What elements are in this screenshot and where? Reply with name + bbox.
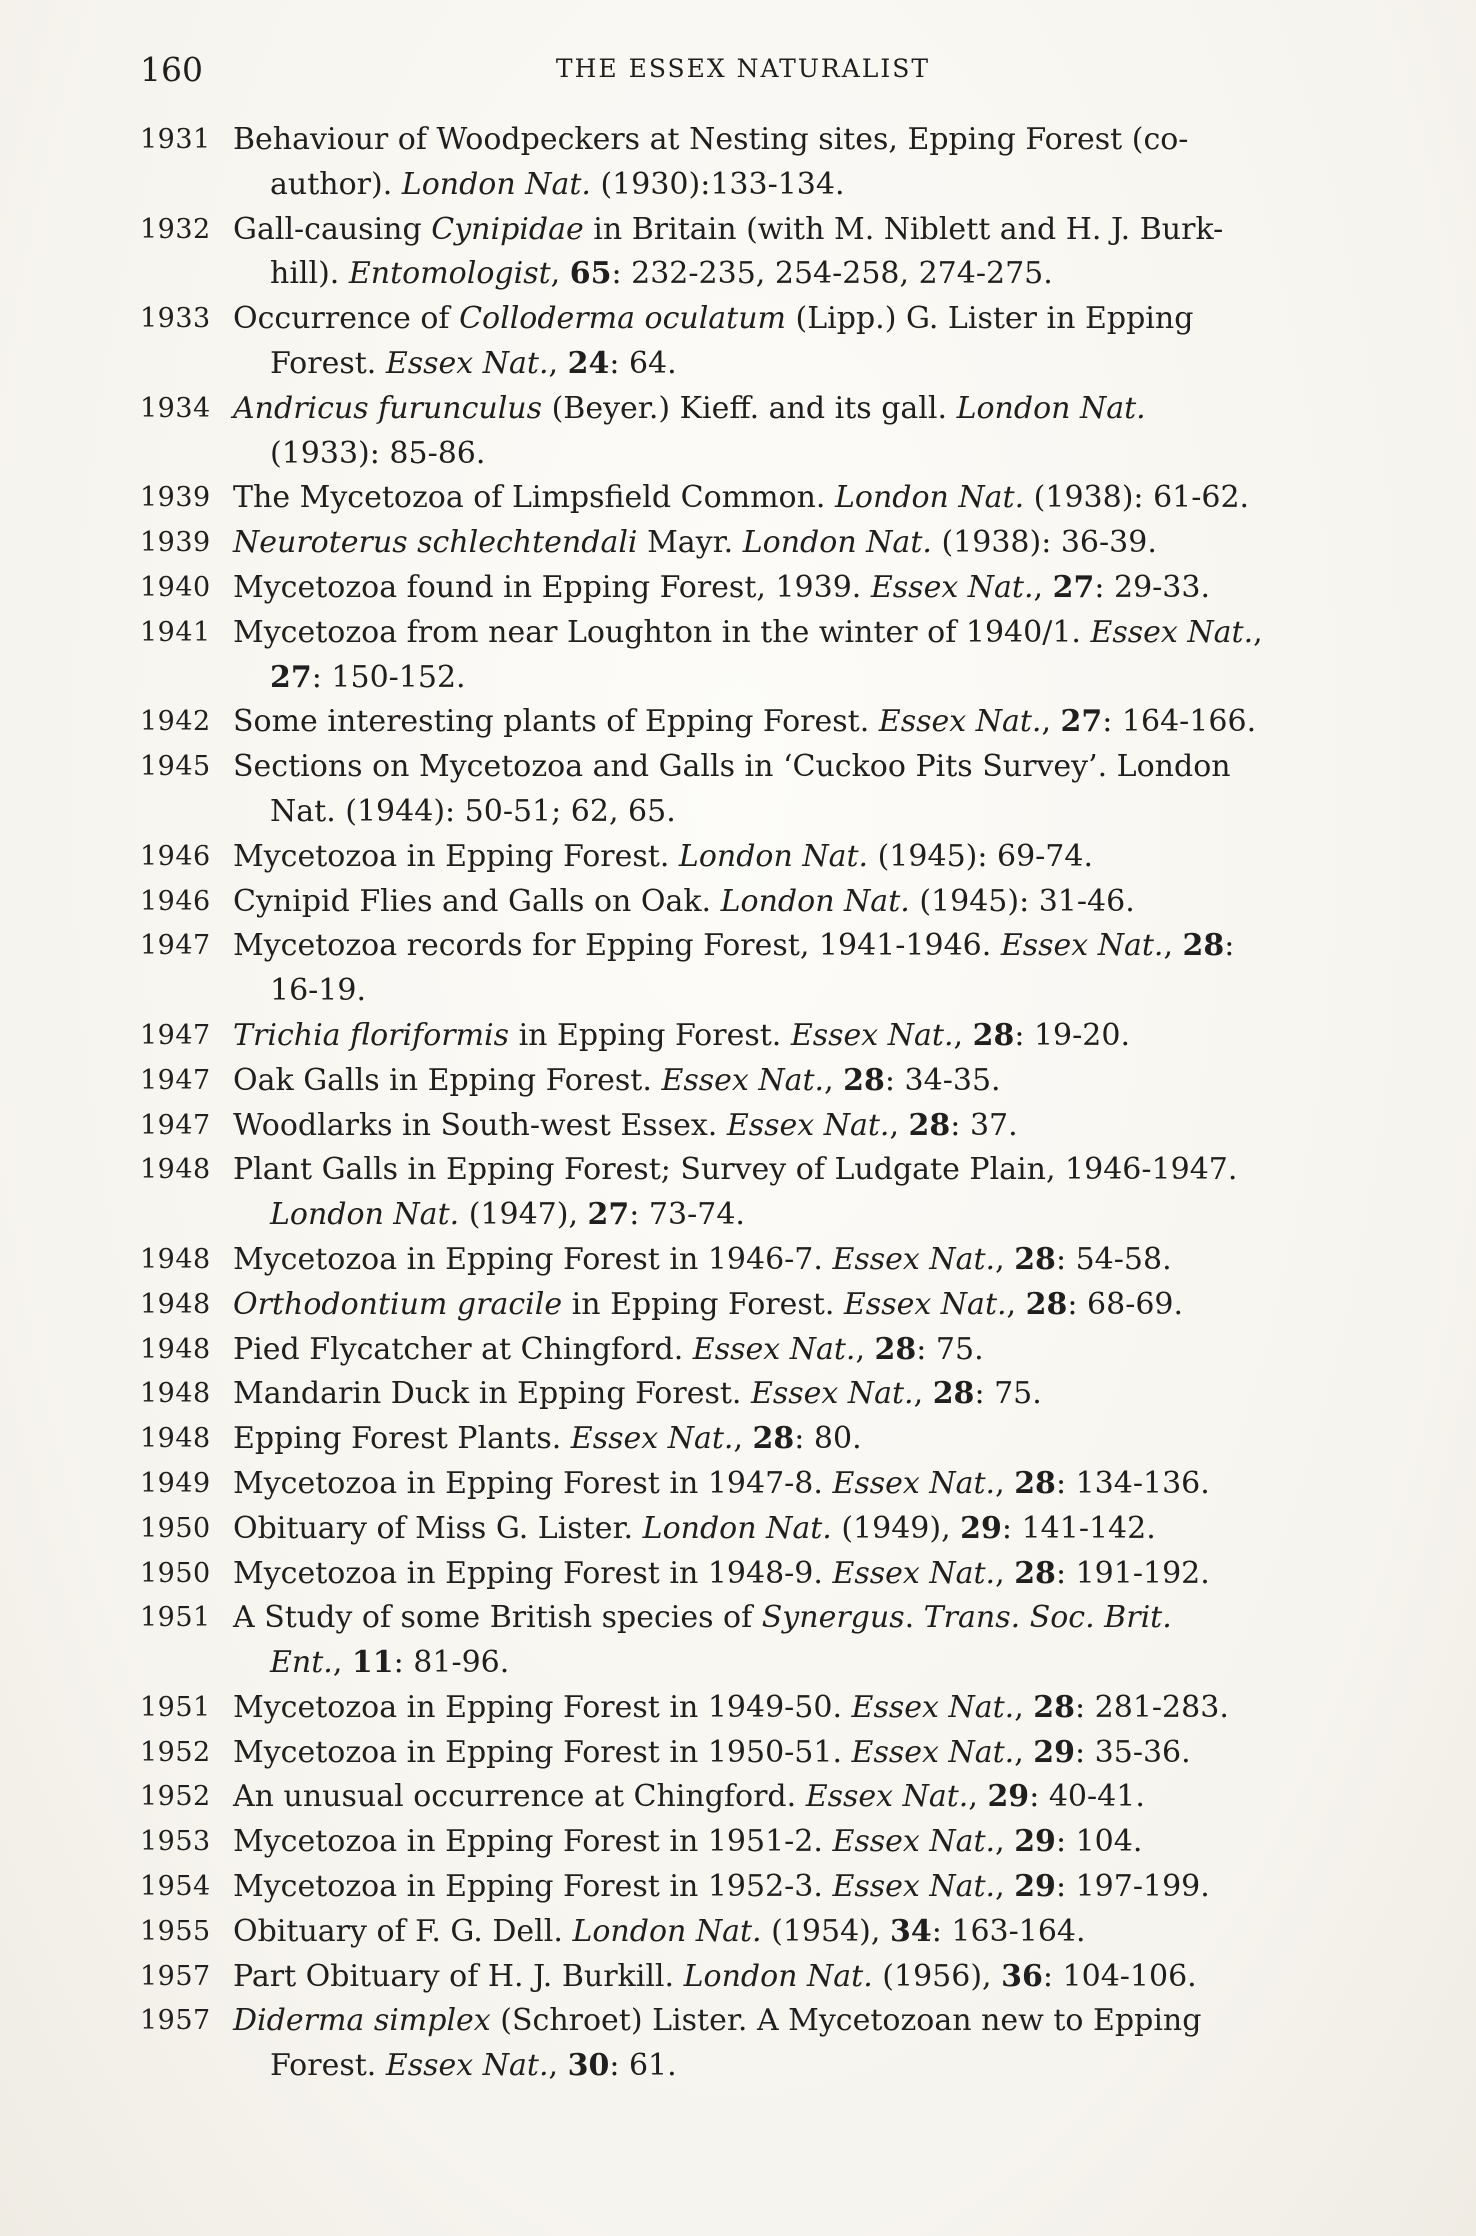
entry-year: 1939: [140, 482, 211, 514]
bibliography-entry: [140, 611, 1344, 701]
entry-line-continued: Ent., 11: 81-96.: [270, 1645, 510, 1681]
entry-line: Mycetozoa records for Epping Forest, 1941-1946. Essex Nat., 28:: [233, 928, 1235, 964]
entry-year: 1940: [140, 571, 211, 603]
bibliography-entry: [140, 1507, 1344, 1552]
entry-line: Obituary of F. G. Dell. London Nat. (1954), 34: 163-164.: [233, 1913, 1086, 1949]
bibliography-entry: [140, 1731, 1344, 1776]
entry-year: 1941: [140, 616, 211, 648]
bibliography-entry: [140, 1059, 1344, 1104]
entry-text: [233, 1507, 1344, 1552]
entry-text: [233, 745, 1344, 835]
entry-year: 1948: [140, 1378, 211, 1410]
entry-text: [233, 835, 1344, 880]
entry-line-continued: Forest. Essex Nat., 30: 61.: [270, 2048, 677, 2084]
bibliography-entry: [140, 1552, 1344, 1597]
entry-year: 1955: [140, 1915, 211, 1947]
entry-line: The Mycetozoa of Limpsfield Common. London Nat. (1938): 61-62.: [233, 480, 1250, 516]
entry-line-continued: London Nat. (1947), 27: 73-74.: [270, 1197, 745, 1233]
entry-line: Woodlarks in South-west Essex. Essex Nat., 28: 37.: [233, 1107, 1018, 1143]
entry-year: 1947: [140, 930, 211, 962]
entry-text: [233, 1372, 1344, 1417]
entry-line: Oak Galls in Epping Forest. Essex Nat., 28: 34-35.: [233, 1062, 1001, 1098]
bibliography-entry: [140, 1372, 1344, 1417]
entry-year: 1939: [140, 527, 211, 559]
entry-text: [233, 1731, 1344, 1776]
entry-line: Occurrence of Colloderma oculatum (Lipp.) G. Lister in Epping: [233, 301, 1194, 337]
entry-line: Some interesting plants of Epping Forest. Essex Nat., 27: 164-166.: [233, 704, 1257, 740]
bibliography-entry: [140, 1283, 1344, 1328]
bibliography-entry: [140, 1865, 1344, 1910]
entry-line: Part Obituary of H. J. Burkill. London Nat. (1956), 36: 104-106.: [233, 1958, 1197, 1994]
bibliography-list: [140, 118, 1344, 2089]
entry-text: [233, 1417, 1344, 1462]
page-header: [140, 50, 1346, 94]
entry-text: [233, 1820, 1344, 1865]
bibliography-entry: [140, 566, 1344, 611]
entry-year: 1957: [140, 1960, 211, 1992]
entry-text: [233, 387, 1344, 477]
entry-year: 1954: [140, 1871, 211, 1903]
entry-year: 1952: [140, 1781, 211, 1813]
bibliography-entry: [140, 118, 1344, 208]
bibliography-entry: [140, 1462, 1344, 1507]
entry-text: [233, 118, 1344, 208]
entry-text: [233, 1014, 1344, 1059]
bibliography-entry: [140, 1014, 1344, 1059]
entry-year: 1952: [140, 1736, 211, 1768]
entry-text: [233, 1148, 1344, 1238]
entry-line: Epping Forest Plants. Essex Nat., 28: 80.: [233, 1421, 862, 1457]
bibliography-entry: [140, 1686, 1344, 1731]
entry-year: 1948: [140, 1423, 211, 1455]
entry-line: Mycetozoa in Epping Forest in 1952-3. Essex Nat., 29: 197-199.: [233, 1869, 1210, 1905]
bibliography-entry: [140, 924, 1344, 1014]
entry-line-continued: author). London Nat. (1930):133-134.: [270, 166, 845, 202]
bibliography-entry: [140, 1417, 1344, 1462]
entry-text: [233, 1283, 1344, 1328]
bibliography-entry: [140, 835, 1344, 880]
entry-line: Mycetozoa in Epping Forest in 1948-9. Essex Nat., 28: 191-192.: [233, 1555, 1210, 1591]
entry-text: [233, 880, 1344, 925]
entry-text: [233, 297, 1344, 387]
entry-text: [233, 1059, 1344, 1104]
bibliography-entry: [140, 880, 1344, 925]
entry-text: [233, 566, 1344, 611]
entry-text: [233, 1462, 1344, 1507]
entry-text: [233, 1775, 1344, 1820]
entry-year: 1951: [140, 1691, 211, 1723]
page-number: 160: [140, 50, 203, 89]
entry-line-continued: 16-19.: [270, 973, 367, 1009]
entry-line-continued: hill). Entomologist, 65: 232-235, 254-258, 274-275.: [270, 256, 1053, 292]
bibliography-entry: [140, 1148, 1344, 1238]
entry-line: Mycetozoa in Epping Forest in 1949-50. Essex Nat., 28: 281-283.: [233, 1689, 1229, 1725]
bibliography-entry: [140, 1238, 1344, 1283]
entry-text: [233, 924, 1344, 1014]
entry-year: 1957: [140, 2005, 211, 2037]
entry-line: Sections on Mycetozoa and Galls in ‘Cuckoo Pits Survey’. London: [233, 749, 1231, 785]
entry-line: Mycetozoa in Epping Forest. London Nat. (1945): 69-74.: [233, 838, 1094, 874]
entry-year: 1934: [140, 392, 211, 424]
entry-year: 1948: [140, 1333, 211, 1365]
entry-year: 1931: [140, 124, 211, 155]
bibliography-entry: [140, 1104, 1344, 1149]
entry-line: Diderma simplex (Schroet) Lister. A Mycetozoan new to Epping: [233, 2003, 1202, 2039]
bibliography-entry: [140, 1820, 1344, 1865]
bibliography-entry: [140, 1910, 1344, 1955]
entry-line: An unusual occurrence at Chingford. Essex Nat., 29: 40-41.: [233, 1779, 1145, 1815]
bibliography-entry: [140, 1775, 1344, 1820]
entry-line: Behaviour of Woodpeckers at Nesting sites, Epping Forest (co-: [233, 122, 1189, 157]
entry-text: [233, 1104, 1344, 1149]
entry-text: [233, 476, 1344, 521]
entry-year: 1953: [140, 1826, 211, 1858]
entry-year: 1950: [140, 1557, 211, 1589]
entry-line: Plant Galls in Epping Forest; Survey of Ludgate Plain, 1946-1947.: [233, 1152, 1238, 1188]
entry-line: Obituary of Miss G. Lister. London Nat. (1949), 29: 141-142.: [233, 1510, 1156, 1546]
entry-text: [233, 1596, 1344, 1686]
entry-year: 1947: [140, 1019, 211, 1051]
entry-year: 1932: [140, 213, 211, 245]
entry-year: 1946: [140, 840, 211, 872]
entry-line-continued: Forest. Essex Nat., 24: 64.: [270, 345, 677, 381]
entry-line: Mycetozoa found in Epping Forest, 1939. Essex Nat., 27: 29-33.: [233, 569, 1211, 605]
entry-text: [233, 1238, 1344, 1283]
bibliography-entry: [140, 208, 1344, 298]
entry-line: Mycetozoa in Epping Forest in 1947-8. Essex Nat., 28: 134-136.: [233, 1465, 1210, 1501]
entry-year: 1949: [140, 1467, 211, 1499]
entry-text: [233, 1686, 1344, 1731]
bibliography-entry: [140, 1328, 1344, 1373]
entry-year: 1945: [140, 751, 211, 783]
entry-year: 1947: [140, 1109, 211, 1141]
entry-line: Trichia floriformis in Epping Forest. Essex Nat., 28: 19-20.: [233, 1017, 1130, 1053]
entry-line: Pied Flycatcher at Chingford. Essex Nat., 28: 75.: [233, 1331, 984, 1367]
entry-text: [233, 700, 1344, 745]
entry-line: Mycetozoa in Epping Forest in 1950-51. Essex Nat., 29: 35-36.: [233, 1734, 1191, 1770]
entry-text: [233, 521, 1344, 566]
entry-text: [233, 1328, 1344, 1373]
entry-text: [233, 1552, 1344, 1597]
entry-line: Orthodontium gracile in Epping Forest. Essex Nat., 28: 68-69.: [233, 1286, 1184, 1322]
bibliography-entry: [140, 1596, 1344, 1686]
entry-year: 1946: [140, 885, 211, 917]
entry-line: Mycetozoa in Epping Forest in 1946-7. Essex Nat., 28: 54-58.: [233, 1241, 1172, 1277]
bibliography-entry: [140, 745, 1344, 835]
entry-year: 1948: [140, 1243, 211, 1275]
entry-year: 1933: [140, 303, 211, 335]
bibliography-entry: [140, 700, 1344, 745]
entry-line-continued: (1933): 85-86.: [270, 435, 486, 471]
entry-line-continued: 27: 150-152.: [270, 659, 466, 695]
entry-year: 1948: [140, 1288, 211, 1320]
entry-line: Mycetozoa from near Loughton in the winter of 1940/1. Essex Nat.,: [233, 614, 1263, 650]
entry-text: [233, 1999, 1344, 2089]
entry-text: [233, 611, 1344, 701]
entry-line: Gall-causing Cynipidae in Britain (with M. Niblett and H. J. Burk-: [233, 211, 1224, 247]
entry-text: [233, 1955, 1344, 2000]
entry-year: 1948: [140, 1154, 211, 1186]
running-head: THE ESSEX NATURALIST: [555, 54, 931, 83]
entry-year: 1950: [140, 1512, 211, 1544]
entry-line: Mycetozoa in Epping Forest in 1951-2. Essex Nat., 29: 104.: [233, 1824, 1143, 1860]
entry-text: [233, 208, 1344, 298]
entry-line: Neuroterus schlechtendali Mayr. London Nat. (1938): 36-39.: [233, 525, 1157, 561]
entry-line: Andricus furunculus (Beyer.) Kieff. and its gall. London Nat.: [233, 390, 1146, 426]
bibliography-entry: [140, 1999, 1344, 2089]
entry-year: 1947: [140, 1064, 211, 1096]
entry-text: [233, 1865, 1344, 1910]
entry-line-continued: Nat. (1944): 50-51; 62, 65.: [270, 793, 676, 829]
bibliography-entry: [140, 1955, 1344, 2000]
entry-line: Mandarin Duck in Epping Forest. Essex Nat., 28: 75.: [233, 1376, 1042, 1412]
entry-year: 1942: [140, 706, 211, 738]
entry-text: [233, 1910, 1344, 1955]
entry-year: 1951: [140, 1602, 211, 1634]
bibliography-entry: [140, 476, 1344, 521]
entry-line: A Study of some British species of Synergus. Trans. Soc. Brit.: [233, 1600, 1172, 1636]
bibliography-entry: [140, 297, 1344, 387]
entry-line: Cynipid Flies and Galls on Oak. London Nat. (1945): 31-46.: [233, 883, 1135, 919]
bibliography-entry: [140, 521, 1344, 566]
bibliography-entry: [140, 387, 1344, 477]
